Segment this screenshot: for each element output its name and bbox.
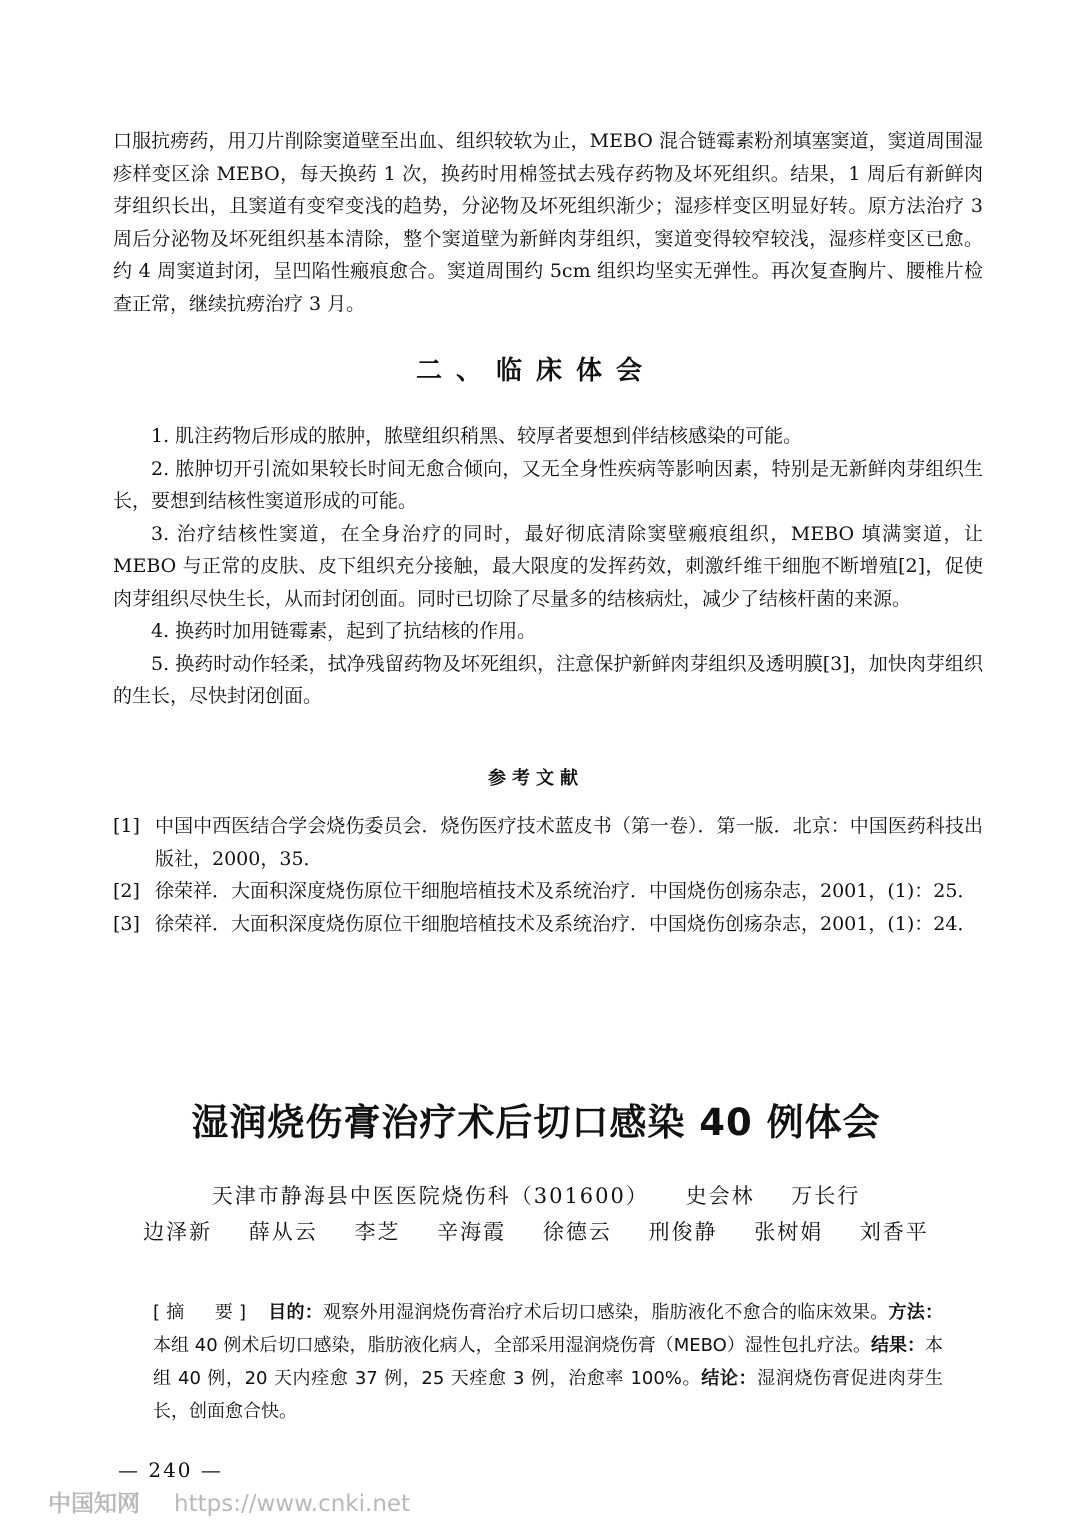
author-name: 李芝 — [354, 1220, 401, 1244]
author-name: 辛海霞 — [437, 1220, 507, 1244]
watermark-url: https://www.cnki.net — [174, 1491, 411, 1517]
point-item: 1. 肌注药物后形成的脓肿，脓壁组织稍黑、较厚者要想到伴结核感染的可能。 — [151, 425, 803, 447]
reference-number: [2] — [113, 880, 140, 902]
watermark-brand: 中国知网 — [48, 1491, 140, 1517]
continuation-section — [113, 125, 983, 320]
author-name: 张树娟 — [754, 1220, 824, 1244]
continuation-paragraph: 口服抗痨药，用刀片削除窦道壁至出血、组织较软为止，MEBO 混合链霉素粉剂填塞窦道，窦道周围湿疹样变区涂 MEBO，每天换药 1 次，换药时用棉签拭去残存药物及坏死组织。结果，1 周后有新鲜肉芽组织长出，且窦道有变窄变浅的趋势，分泌物及坏死组织渐少；湿疹样变区明显好转。原方法治疗 3 周后分泌物及坏死组织基本清除，整个窦道壁为新鲜肉芽组织，窦道变得较窄较浅，湿疹样变区已愈。约 4 周窦道封闭，呈凹陷性瘢痕愈合。窦道周围约 5cm 组织均坚实无弹性。再次复查胸片、腰椎片检查正常，继续抗痨治疗 3 月。 — [113, 130, 983, 315]
purpose-text: 观察外用湿润烧伤膏治疗术后切口感染，脂肪液化不愈合的临床效果。 — [323, 1302, 889, 1323]
abstract — [153, 1296, 943, 1428]
point-item: 4. 换药时加用链霉素，起到了抗结核的作用。 — [151, 620, 537, 642]
references-list — [113, 810, 983, 940]
clinical-points — [113, 420, 983, 713]
method-text: 本组 40 例术后切口感染，脂肪液化病人，全部采用湿润烧伤膏（MEBO）湿性包扎疗法。 — [153, 1335, 871, 1356]
references-heading: 参考文献 — [488, 768, 584, 789]
page-number: — 240 — — [118, 1458, 223, 1482]
result-label: 结果： — [870, 1335, 926, 1356]
reference-number: [1] — [113, 815, 140, 837]
result-text: 本组 40 例，20 天内痊愈 37 例，25 天痊愈 3 例，治愈率 100%。 — [153, 1335, 944, 1389]
reference-text: 徐荣祥．大面积深度烧伤原位干细胞培植技术及系统治疗．中国烧伤创疡杂志，2001，(1)：24． — [155, 912, 977, 935]
watermark — [48, 1485, 410, 1518]
point-item: 3. 治疗结核性窦道，在全身治疗的同时，最好彻底清除窦壁瘢痕组织，MEBO 填满窦道，让 MEBO 与正常的皮肤、皮下组织充分接触，最大限度的发挥药效，刺激纤维干细胞不断增殖[2]，促使肉芽组织尽快生长，从而封闭创面。同时已切除了尽量多的结核病灶，减少了结核杆菌的来源。 — [113, 522, 983, 610]
reference-item — [113, 908, 983, 941]
purpose-label: 目的： — [268, 1302, 323, 1323]
conclusion-label: 结论： — [701, 1368, 758, 1389]
article-title: 湿润烧伤膏治疗术后切口感染 40 例体会 — [191, 1101, 881, 1144]
method-label: 方法： — [888, 1302, 944, 1323]
point-item: 2. 脓肿切开引流如果较长时间无愈合倾向，又无全身性疾病等影响因素，特别是无新鲜肉芽组织生长，要想到结核性窦道形成的可能。 — [113, 457, 983, 512]
author-name: 徐德云 — [542, 1220, 612, 1244]
reference-text: 徐荣祥．大面积深度烧伤原位干细胞培植技术及系统治疗．中国烧伤创疡杂志，2001，(1)：25． — [155, 880, 977, 902]
affiliation-line — [0, 1180, 1072, 1210]
author-name: 边泽新 — [143, 1220, 213, 1244]
reference-item — [113, 875, 983, 908]
reference-text: 中国中西医结合学会烧伤委员会．烧伤医疗技术蓝皮书（第一卷）．第一版．北京：中国医药科技出版社，2000，35． — [155, 815, 983, 870]
reference-number: [3] — [113, 912, 140, 935]
author-name: 薛从云 — [248, 1220, 318, 1244]
section-heading: 二、临床体会 — [415, 356, 656, 386]
author-name: 万长行 — [791, 1184, 861, 1208]
abstract-tag: [摘 要] — [153, 1302, 253, 1323]
reference-item — [113, 810, 983, 875]
conclusion-text: 湿润烧伤膏促进肉芽生长，创面愈合快。 — [153, 1368, 943, 1422]
point-item: 5. 换药时动作轻柔，拭净残留药物及坏死组织，注意保护新鲜肉芽组织及透明膜[3]，加快肉芽组织的生长，尽快封闭创面。 — [113, 652, 983, 707]
affiliation: 天津市静海县中医医院烧伤科（301600） — [211, 1184, 649, 1208]
author-name: 刘香平 — [859, 1220, 929, 1244]
author-name: 史会林 — [685, 1184, 755, 1208]
authors-line — [0, 1216, 1072, 1246]
author-name: 刑俊静 — [648, 1220, 718, 1244]
